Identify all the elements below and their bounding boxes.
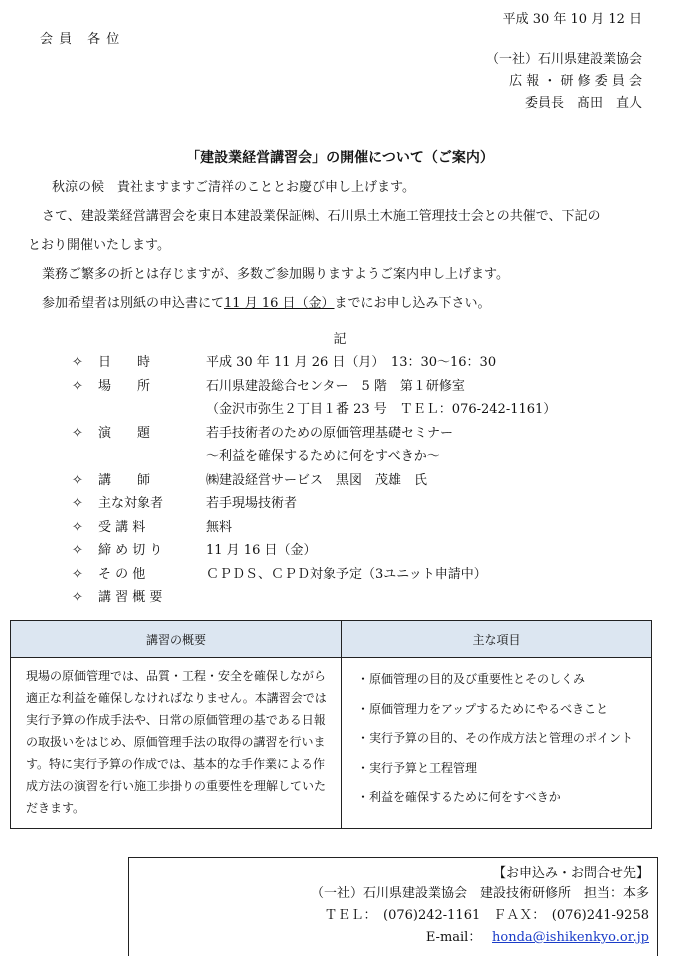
diamond-bullet-icon: ✧: [72, 355, 83, 370]
document-title: 「建設業経営講習会」の開催について（ご案内）: [186, 150, 494, 166]
addressee: 会 員 各 位: [40, 32, 121, 47]
detail-value: ㈱建設経営サービス 黒図 茂雄 氏: [206, 473, 428, 488]
diamond-bullet-icon: ✧: [72, 473, 83, 488]
overview-items-cell: [342, 658, 652, 829]
contact-email-row: [426, 926, 649, 945]
diamond-bullet-icon: ✧: [72, 426, 83, 441]
contact-box: [128, 857, 658, 956]
announcement-line-1: さて、建設業経営講習会を東日本建設業保証㈱、石川県土木施工管理技士会との共催で、下記の: [42, 209, 601, 224]
detail-label: 講 習 概 要: [98, 590, 163, 605]
detail-label: 主な対象者: [98, 496, 164, 511]
detail-label: 講 師: [98, 473, 151, 488]
detail-label-row: [72, 426, 150, 442]
invitation-paragraph: 業務ご繁多の折とは存じますが、多数ご参加賜りますようご案内申し上げます。: [42, 267, 509, 282]
overview-item: ・原価管理力をアップするためにやるべきこと: [357, 701, 609, 716]
contact-organization: （一社）石川県建設業協会 建設技術研修所 担当：本多: [310, 886, 649, 901]
detail-value: 石川県建設総合センター 5 階 第１研修室: [206, 379, 465, 394]
deadline-date: 11 月 16 日（金）: [224, 296, 335, 311]
overview-summary-header: 講習の概要: [11, 621, 342, 658]
email-label: E-mail：: [425, 930, 475, 945]
detail-label-row: [72, 379, 150, 395]
ki-heading: 記: [333, 332, 347, 347]
detail-label-row: [72, 473, 150, 489]
contact-tel-fax: ＴＥＬ： (076)242-1161 ＦＡＸ： (076)241-9258: [324, 908, 649, 923]
detail-label: 受 講 料: [98, 520, 146, 535]
overview-table: [10, 620, 652, 829]
overview-summary-cell: [11, 658, 342, 829]
overview-summary-text: 現場の原価管理では、品質・工程・安全を確保しながら適正な利益を確保しなければなりません。本講習会では実行予算の作成手法や、日常の原価管理の基である日報の取扱いをはじめ、原価管理手法の取得の講習を行います。特に実行予算の作成では、基本的な手作業による作成方法の演習を行い施工歩掛りの重要性を理解していただきます。: [26, 669, 327, 815]
detail-label-row: [72, 355, 150, 371]
detail-label: 場 所: [98, 379, 151, 394]
sender-organization: （一社）石川県建設業協会: [485, 52, 642, 67]
overview-item: ・利益を確保するために何をすべきか: [357, 790, 561, 804]
deadline-text-before: 参加希望者は別紙の申込書にて: [42, 296, 225, 311]
announcement-line-2: とおり開催いたします。: [28, 238, 170, 253]
detail-label: 日 時: [98, 355, 151, 370]
detail-value: ＣＰＤＳ、ＣＰＤ対象予定（3ユニット申請中）: [206, 567, 487, 582]
detail-label-row: [72, 520, 145, 536]
diamond-bullet-icon: ✧: [72, 567, 83, 582]
detail-value: 11 月 16 日（金）: [206, 543, 317, 558]
contact-heading: 【お申込み・お問合せ先】: [492, 866, 649, 881]
overview-item: ・実行予算の目的、その作成方法と管理のポイント: [357, 731, 634, 745]
greeting-paragraph: 秋涼の候 貴社ますますご清祥のこととお慶び申し上げます。: [52, 180, 415, 195]
detail-value: 若手技術者のための原価管理基礎セミナー: [206, 426, 454, 441]
detail-value: ～利益を確保するために何をすべきか～: [206, 449, 440, 464]
detail-value: 無料: [206, 520, 233, 535]
overview-item: ・原価管理の目的及び重要性とそのしくみ: [357, 672, 586, 686]
issue-date: 平成 30 年 10 月 12 日: [502, 12, 642, 27]
sender-committee: 広 報 ・ 研 修 委 員 会: [509, 74, 642, 89]
detail-label: 演 題: [98, 426, 151, 441]
detail-label-row: [72, 567, 145, 583]
detail-label-row: [72, 590, 162, 606]
overview-items-header: 主な項目: [342, 621, 652, 658]
deadline-paragraph: [42, 296, 491, 312]
detail-label: 締 め 切 り: [98, 543, 163, 558]
overview-items-list: [343, 659, 650, 819]
detail-label: そ の 他: [98, 567, 146, 582]
diamond-bullet-icon: ✧: [72, 496, 83, 511]
email-link[interactable]: honda@ishikenkyo.or.jp: [492, 930, 649, 945]
detail-value: （金沢市弥生２丁目１番 23 号 ＴＥＬ：076-242-1161）: [206, 402, 557, 417]
diamond-bullet-icon: ✧: [72, 520, 83, 535]
deadline-text-after: までにお申し込み下さい。: [334, 296, 491, 311]
diamond-bullet-icon: ✧: [72, 543, 83, 558]
detail-label-row: [72, 543, 162, 559]
detail-label-row: [72, 496, 163, 512]
diamond-bullet-icon: ✧: [72, 590, 83, 605]
detail-value: 若手現場技術者: [206, 496, 298, 511]
diamond-bullet-icon: ✧: [72, 379, 83, 394]
overview-item: ・実行予算と工程管理: [357, 760, 478, 775]
sender-chair: 委員長 髙田 直人: [524, 96, 642, 111]
detail-value: 平成 30 年 11 月 26 日（月） 13：30～16：30: [206, 355, 497, 370]
